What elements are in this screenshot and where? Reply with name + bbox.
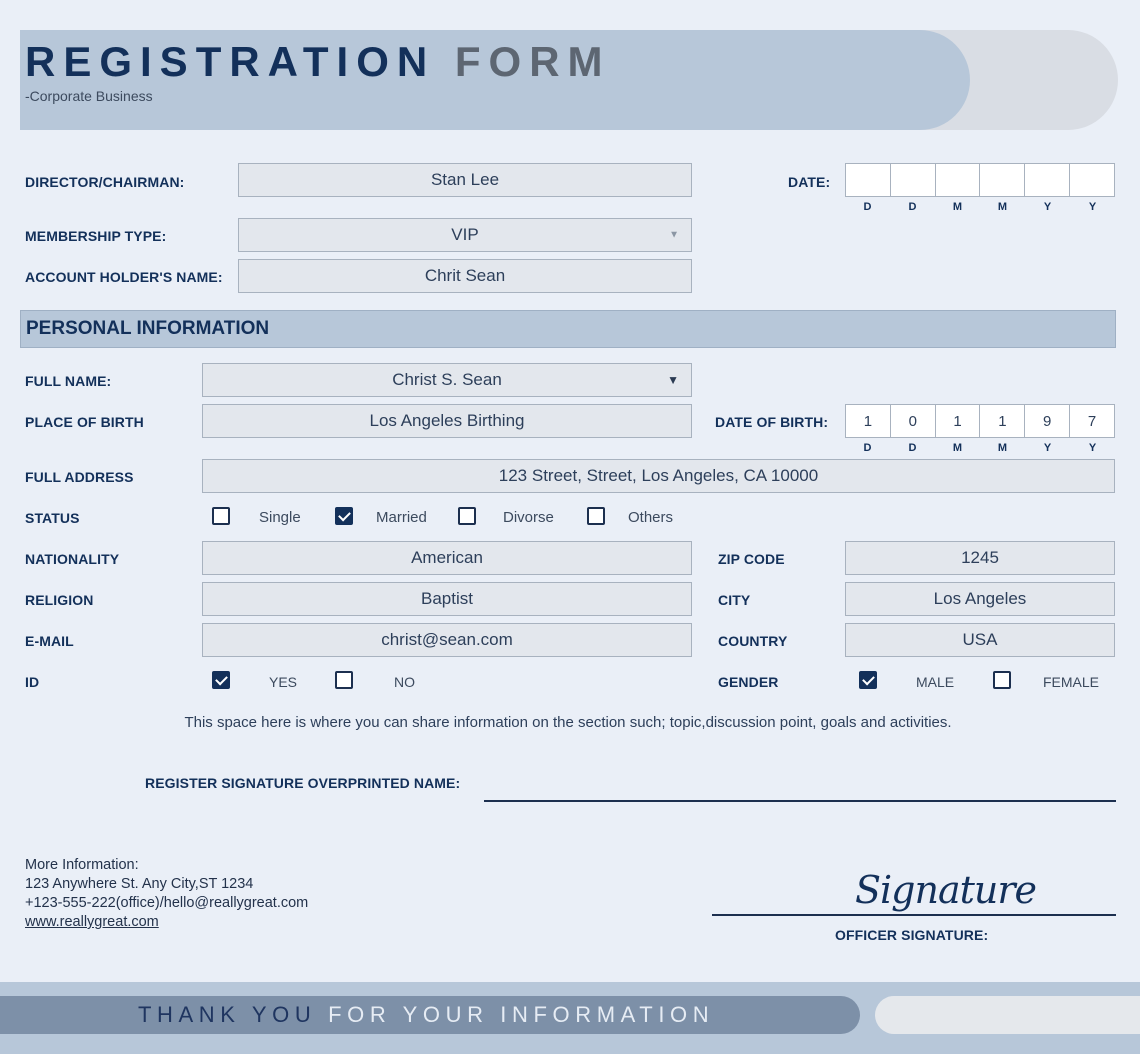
pob-field[interactable]: Los Angeles Birthing	[202, 404, 692, 438]
footer-part1: THANK YOU	[138, 1002, 317, 1027]
info-heading: More Information:	[25, 857, 139, 873]
dob-cell-y1[interactable]: 9	[1025, 405, 1070, 437]
dob-key: Y	[1088, 442, 1097, 454]
membership-value: VIP	[451, 225, 479, 244]
page-title	[25, 38, 611, 86]
dob-key: D	[908, 442, 917, 454]
status-divorse-label: Divorse	[503, 509, 554, 526]
status-single-checkbox[interactable]	[212, 507, 230, 525]
email-field[interactable]: christ@sean.com	[202, 623, 692, 657]
date-cell-d2[interactable]	[891, 164, 936, 196]
date-cell-y2[interactable]	[1070, 164, 1114, 196]
holder-field[interactable]: Chrit Sean	[238, 259, 692, 293]
dob-cell-y2[interactable]: 7	[1087, 412, 1097, 430]
dob-cell-m1[interactable]: 1	[936, 405, 981, 437]
date-label: DATE:	[788, 174, 831, 190]
dob-label: DATE OF BIRTH:	[715, 414, 829, 430]
id-no-label: NO	[394, 674, 415, 690]
date-cell-m1[interactable]	[936, 164, 981, 196]
full-name-select[interactable]	[202, 363, 692, 397]
signature-mark: Signature	[855, 868, 1037, 912]
dob-boxes[interactable]	[845, 404, 1115, 438]
dob-key: M	[997, 442, 1008, 454]
date-cell-m2[interactable]	[980, 164, 1025, 196]
date-key: M	[997, 201, 1008, 213]
dob-cell-d2[interactable]: 0	[891, 405, 936, 437]
gender-male-checkbox[interactable]	[859, 671, 877, 689]
info-note: This space here is where you can share information on the section such; topic,discussion point, goals and activities.	[184, 714, 952, 731]
status-divorse-checkbox[interactable]	[458, 507, 476, 525]
title-registration: REGISTRATION	[25, 38, 436, 85]
holder-label: ACCOUNT HOLDER'S NAME:	[25, 269, 223, 285]
footer-thank-you	[138, 1002, 714, 1028]
gender-label: GENDER	[718, 674, 779, 690]
religion-label: RELIGION	[25, 592, 94, 608]
zip-label: ZIP CODE	[718, 551, 785, 567]
contact-info	[25, 856, 308, 932]
pob-label: PLACE OF BIRTH	[25, 414, 144, 430]
full-name-value: Christ S. Sean	[392, 370, 502, 389]
gender-female-label: FEMALE	[1043, 674, 1100, 690]
date-key: D	[908, 201, 917, 213]
status-married-label: Married	[376, 509, 427, 526]
title-form: FORM	[454, 38, 611, 85]
status-single-label: Single	[259, 509, 301, 526]
address-field[interactable]: 123 Street, Street, Los Angeles, CA 10000	[202, 459, 1115, 493]
city-field[interactable]: Los Angeles	[845, 582, 1115, 616]
dob-cell-d1[interactable]: 1	[846, 405, 891, 437]
register-signature-line[interactable]	[484, 800, 1116, 802]
dob-key: Y	[1043, 442, 1052, 454]
chevron-down-icon: ▼	[667, 373, 679, 387]
status-others-checkbox[interactable]	[587, 507, 605, 525]
register-signature-label: REGISTER SIGNATURE OVERPRINTED NAME:	[145, 775, 461, 791]
dob-key: D	[863, 442, 872, 454]
gender-female-checkbox[interactable]	[993, 671, 1011, 689]
id-label: ID	[25, 674, 40, 690]
email-label: E-MAIL	[25, 633, 74, 649]
officer-signature-line[interactable]	[712, 914, 1116, 916]
nationality-field[interactable]: American	[202, 541, 692, 575]
id-yes-label: YES	[269, 674, 298, 690]
section-personal-information: PERSONAL INFORMATION	[20, 310, 1116, 348]
country-field[interactable]: USA	[845, 623, 1115, 657]
info-contact: +123-555-222(office)/hello@reallygreat.com	[25, 895, 309, 911]
footer-part2: FOR YOUR INFORMATION	[328, 1002, 715, 1027]
status-others-label: Others	[628, 509, 674, 526]
dob-cell-m2[interactable]: 1	[980, 405, 1025, 437]
status-label: STATUS	[25, 510, 80, 526]
date-cell-d1[interactable]	[846, 164, 891, 196]
address-label: FULL ADDRESS	[25, 469, 134, 485]
gender-male-label: MALE	[916, 674, 955, 690]
country-label: COUNTRY	[718, 633, 788, 649]
city-label: CITY	[718, 592, 751, 608]
officer-signature-label: OFFICER SIGNATURE:	[835, 927, 989, 943]
director-field[interactable]: Stan Lee	[238, 163, 692, 197]
id-yes-checkbox[interactable]	[212, 671, 230, 689]
id-no-checkbox[interactable]	[335, 671, 353, 689]
zip-field[interactable]: 1245	[845, 541, 1115, 575]
status-married-checkbox[interactable]	[335, 507, 353, 525]
date-key: Y	[1043, 201, 1052, 213]
date-cell-y1[interactable]	[1025, 164, 1070, 196]
date-key: D	[863, 201, 872, 213]
membership-label: MEMBERSHIP TYPE:	[25, 228, 167, 244]
date-keys	[845, 201, 1115, 213]
nationality-label: NATIONALITY	[25, 551, 120, 567]
full-name-label: FULL NAME:	[25, 373, 112, 389]
date-key: Y	[1088, 201, 1097, 213]
website-link[interactable]: www.reallygreat.com	[25, 914, 159, 930]
dob-keys	[845, 442, 1115, 454]
chevron-down-icon: ▼	[669, 229, 679, 241]
membership-select[interactable]	[238, 218, 692, 252]
info-address: 123 Anywhere St. Any City,ST 1234	[25, 876, 254, 892]
page-subtitle: -Corporate Business	[25, 88, 153, 104]
footer-decor-pill	[875, 996, 1140, 1034]
dob-key: M	[952, 442, 963, 454]
date-key: M	[952, 201, 963, 213]
director-label: DIRECTOR/CHAIRMAN:	[25, 174, 185, 190]
religion-field[interactable]: Baptist	[202, 582, 692, 616]
date-boxes[interactable]	[845, 163, 1115, 197]
